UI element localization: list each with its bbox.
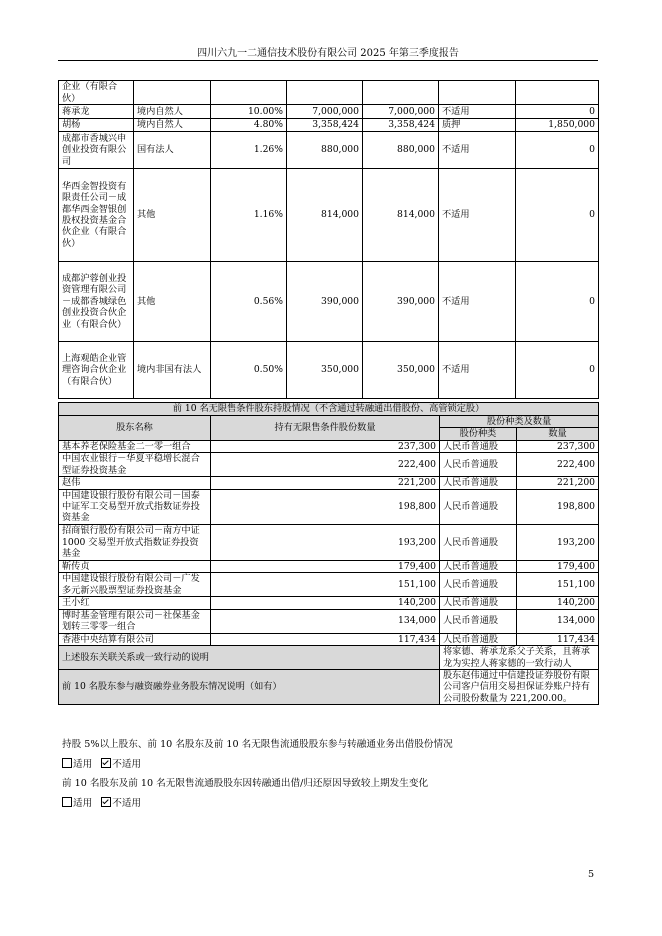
holding-shares: 814,000: [287, 169, 363, 262]
pledge-qty: 0: [516, 132, 599, 169]
pledge-status: 质押: [439, 119, 516, 132]
option-apply: 适用: [73, 798, 93, 809]
holding-ratio: 1.26%: [211, 132, 287, 169]
share-qty: 179,400: [517, 560, 599, 572]
holder-type: 境内非国有法人: [134, 342, 211, 399]
share-kind: 人民币普通股: [440, 453, 517, 477]
held-shares: 222,400: [211, 453, 440, 477]
table-row: [59, 105, 599, 119]
col-holder-name: 股东名称: [59, 416, 211, 441]
pledge-status: 不适用: [439, 262, 516, 342]
held-shares: 193,200: [211, 524, 440, 560]
table-row: [59, 573, 599, 597]
holding-ratio: 0.50%: [211, 342, 287, 399]
holder-name: 王小红: [59, 597, 211, 609]
restricted-shares: 3,358,424: [363, 119, 439, 132]
header-rule: [58, 60, 598, 61]
related-party-note-label: 上述股东关联关系或一致行动的说明: [59, 646, 440, 670]
pledge-status: [439, 81, 516, 105]
holding-ratio: 1.16%: [211, 169, 287, 262]
held-shares: 151,100: [211, 573, 440, 597]
pledge-status: 不适用: [439, 342, 516, 399]
holder-name: 中国建设银行股份有限公司－广发多元新兴股票型证券投资基金: [59, 573, 211, 597]
holding-ratio: 0.56%: [211, 262, 287, 342]
held-shares: 134,000: [211, 609, 440, 633]
pledge-qty: 0: [516, 105, 599, 119]
restricted-shares: 880,000: [363, 132, 439, 169]
restricted-shares: 7,000,000: [363, 105, 439, 119]
held-shares: 198,800: [211, 489, 440, 524]
holding-ratio: 4.80%: [211, 119, 287, 132]
holder-name: 上海观皓企业管理咨询合伙企业（有限合伙）: [59, 342, 134, 399]
holder-name: 香港中央结算有限公司: [59, 633, 211, 645]
table-row: [59, 477, 599, 489]
share-qty: 151,100: [517, 573, 599, 597]
holding-shares: 7,000,000: [287, 105, 363, 119]
share-kind: 人民币普通股: [440, 560, 517, 572]
share-kind: 人民币普通股: [440, 573, 517, 597]
holder-name: 招商银行股份有限公司－南方中证 1000 交易型开放式指数证券投资基金: [59, 524, 211, 560]
table-row: [59, 81, 599, 105]
pledge-qty: [516, 81, 599, 105]
table-row: [59, 597, 599, 609]
table-row: [59, 489, 599, 524]
holding-shares: [287, 81, 363, 105]
holder-name: 中国农业银行－华夏平稳增长混合型证券投资基金: [59, 453, 211, 477]
share-kind: 人民币普通股: [440, 633, 517, 645]
holding-shares: 880,000: [287, 132, 363, 169]
top10-holders-table: [58, 80, 599, 399]
holder-name: 蒋承龙: [59, 105, 134, 119]
unrestricted-holders-table: [58, 402, 599, 705]
share-kind: 人民币普通股: [440, 477, 517, 489]
option-not-apply: 不适用: [112, 798, 142, 809]
share-kind: 人民币普通股: [440, 440, 517, 452]
holding-ratio: [211, 81, 287, 105]
pledge-status: 不适用: [439, 169, 516, 262]
restricted-shares: 814,000: [363, 169, 439, 262]
share-qty: 140,200: [517, 597, 599, 609]
col-share-qty: 数量: [517, 428, 599, 440]
table-row: [59, 609, 599, 633]
held-shares: 117,434: [211, 633, 440, 645]
held-shares: 140,200: [211, 597, 440, 609]
table-row: [59, 524, 599, 560]
table-row: [59, 132, 599, 169]
unrestricted-title: 前 10 名无限售条件股东持股情况（不含通过转融通出借股份、高管锁定股）: [59, 403, 599, 416]
table-row: [59, 342, 599, 399]
note-change-options: [62, 795, 141, 809]
table-row: [59, 119, 599, 132]
table-row: [59, 560, 599, 572]
share-qty: 221,200: [517, 477, 599, 489]
holder-name: 赵伟: [59, 477, 211, 489]
margin-trading-note-label: 前 10 名股东参与融资融券业务股东情况说明（如有）: [59, 670, 440, 705]
share-kind: 人民币普通股: [440, 489, 517, 524]
option-apply: 适用: [73, 759, 93, 770]
pledge-qty: 0: [516, 169, 599, 262]
table-row: [59, 633, 599, 645]
margin-trading-note-value: 股东赵伟通过中信建投证券股份有限公司客户信用交易担保证券账户持有公司股份数量为 221,200.00。: [440, 670, 599, 705]
pledge-qty: 0: [516, 262, 599, 342]
col-share-class: 股份种类及数量: [440, 416, 599, 428]
share-qty: 222,400: [517, 453, 599, 477]
col-held-shares: 持有无限售条件股份数量: [211, 416, 440, 441]
holder-name: 博时基金管理有限公司－社保基金划转三零零一组合: [59, 609, 211, 633]
checkbox-checked-icon: [101, 797, 111, 807]
share-qty: 193,200: [517, 524, 599, 560]
pledge-status: 不适用: [439, 132, 516, 169]
holder-name: 基本养老保险基金二一零一组合: [59, 440, 211, 452]
holding-shares: 3,358,424: [287, 119, 363, 132]
held-shares: 179,400: [211, 560, 440, 572]
table-row: [59, 453, 599, 477]
share-qty: 198,800: [517, 489, 599, 524]
share-kind: 人民币普通股: [440, 609, 517, 633]
option-not-apply: 不适用: [112, 759, 142, 770]
restricted-shares: 350,000: [363, 342, 439, 399]
restricted-shares: 390,000: [363, 262, 439, 342]
margin-trading-note: [59, 670, 599, 705]
share-qty: 237,300: [517, 440, 599, 452]
page-number: 5: [588, 869, 595, 880]
holder-type: 境内自然人: [134, 105, 211, 119]
checkbox-empty-icon: [62, 797, 72, 807]
holding-ratio: 10.00%: [211, 105, 287, 119]
holding-shares: 390,000: [287, 262, 363, 342]
share-kind: 人民币普通股: [440, 597, 517, 609]
holder-name: 成都沪蓉创业投资管理有限公司－成都香城绿色创业投资合伙企业（有限合伙）: [59, 262, 134, 342]
checkbox-empty-icon: [62, 758, 72, 768]
holder-name: 成都市香城兴申创业投资有限公司: [59, 132, 134, 169]
restricted-shares: [363, 81, 439, 105]
col-share-kind: 股份种类: [440, 428, 517, 440]
page-header: 四川六九一二通信技术股份有限公司 2025 年第三季度报告: [197, 48, 459, 59]
holder-name: 胡杨: [59, 119, 134, 132]
holder-name: 华西金智投资有限责任公司－成都华西金智银创股权投资基金合伙企业（有限合伙）: [59, 169, 134, 262]
held-shares: 221,200: [211, 477, 440, 489]
share-qty: 117,434: [517, 633, 599, 645]
related-party-note-value: 将家德、蒋承龙系父子关系，且蒋承龙为实控人蒋家德的一致行动人: [440, 646, 599, 670]
note-lending: 持股 5%以上股东、前 10 名股东及前 10 名无限售流通股股东参与转融通业务出借股份情况: [62, 739, 453, 750]
holder-name: 靳传贞: [59, 560, 211, 572]
share-qty: 134,000: [517, 609, 599, 633]
table-row: [59, 262, 599, 342]
note-lending-options: [62, 756, 141, 770]
holder-name: 企业（有限合伙）: [59, 81, 134, 105]
related-party-note: [59, 646, 599, 670]
table-row: [59, 440, 599, 452]
holder-type: [134, 81, 211, 105]
holder-type: 其他: [134, 169, 211, 262]
pledge-qty: 1,850,000: [516, 119, 599, 132]
holding-shares: 350,000: [287, 342, 363, 399]
note-change: 前 10 名股东及前 10 名无限售流通股股东因转融通出借/归还原因导致较上期发生变化: [62, 778, 429, 789]
share-kind: 人民币普通股: [440, 524, 517, 560]
pledge-qty: 0: [516, 342, 599, 399]
holder-type: 国有法人: [134, 132, 211, 169]
table-row: [59, 169, 599, 262]
checkbox-checked-icon: [101, 758, 111, 768]
holder-name: 中国建设银行股份有限公司－国泰中证军工交易型开放式指数证券投资基金: [59, 489, 211, 524]
holder-type: 其他: [134, 262, 211, 342]
pledge-status: 不适用: [439, 105, 516, 119]
held-shares: 237,300: [211, 440, 440, 452]
holder-type: 境内自然人: [134, 119, 211, 132]
